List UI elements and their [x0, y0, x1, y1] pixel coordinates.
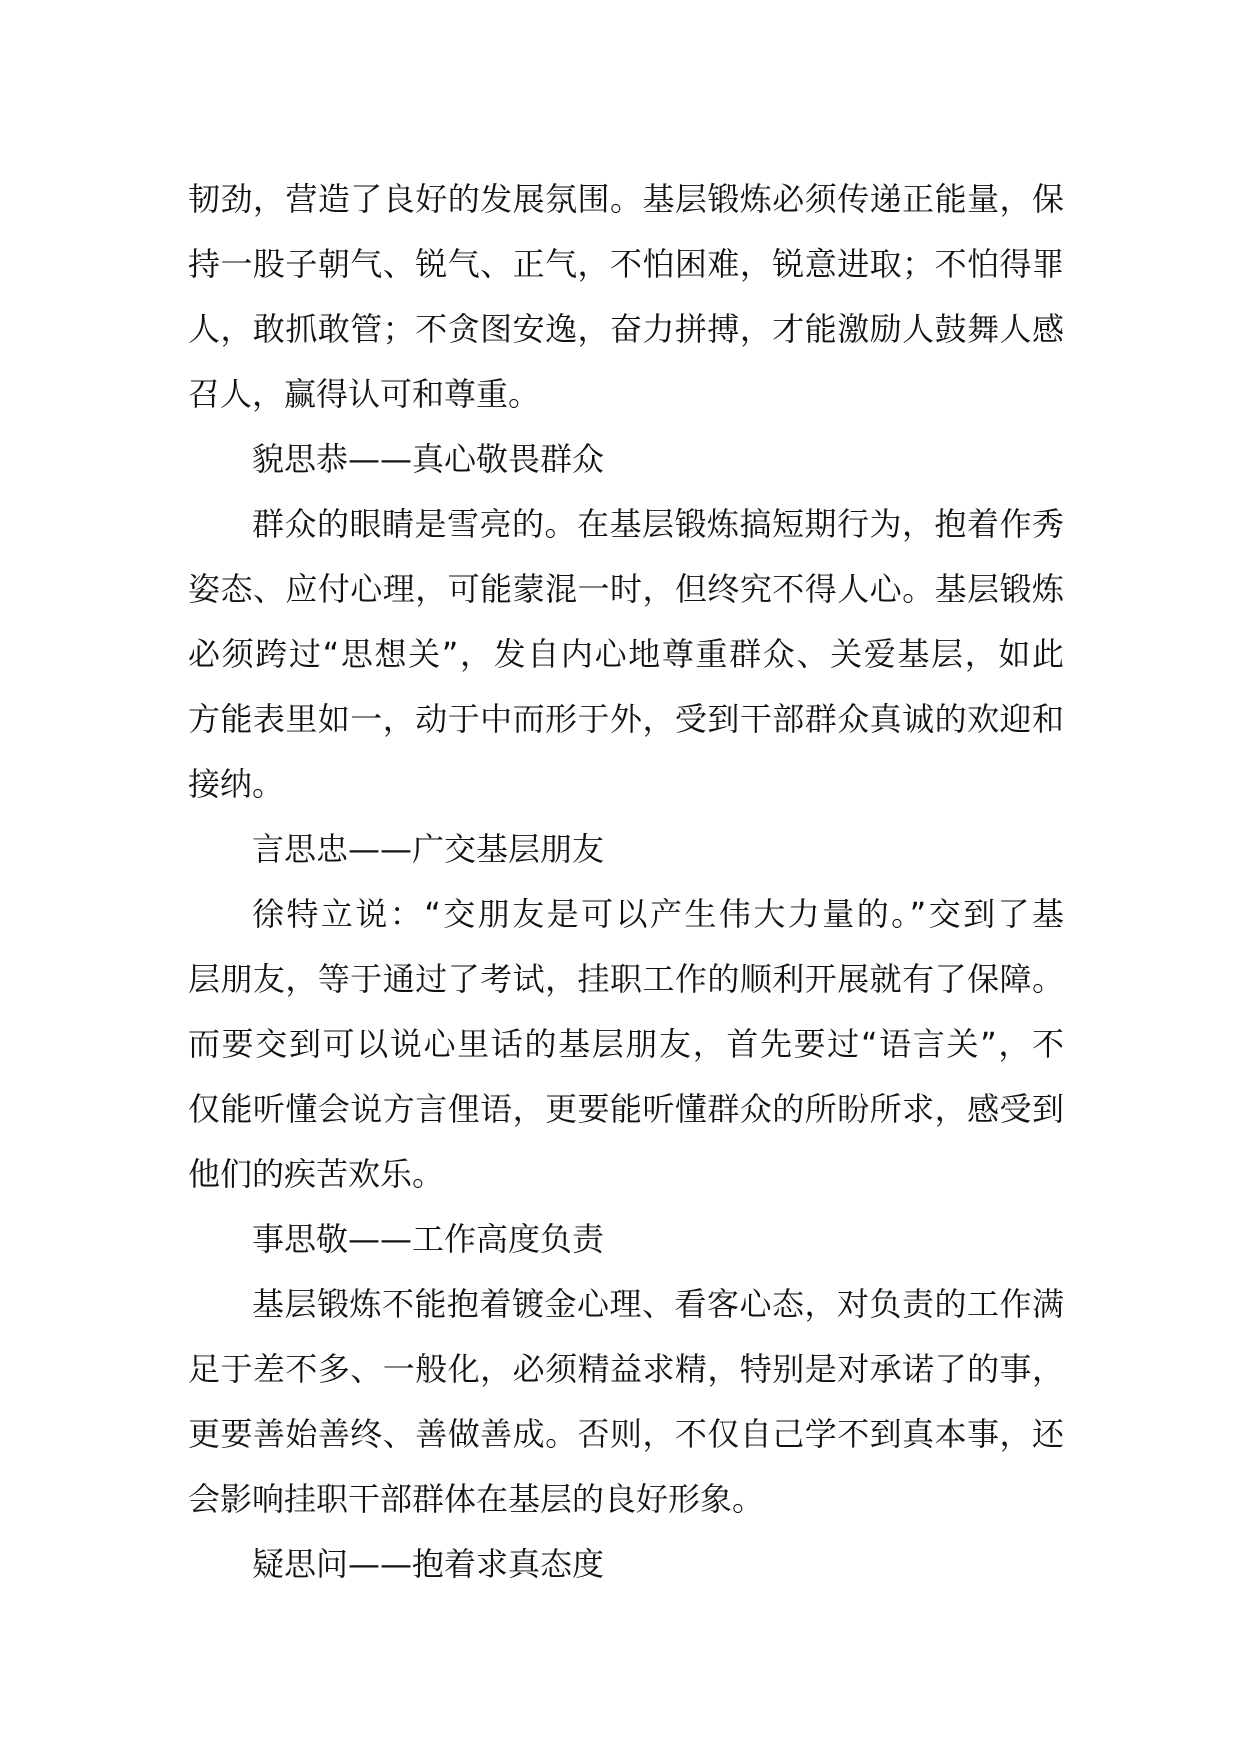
document-body — [188, 167, 1064, 1597]
text-line: 言思忠——广交基层朋友 — [252, 830, 605, 868]
text-line: 仅能听懂会说方言俚语，更要能听懂群众的所盼所求，感受到 — [188, 1090, 1064, 1128]
text-line: 必须跨过“思想关”，发自内心地尊重群众、关爱基层，如此 — [188, 635, 1064, 673]
text-line: 更要善始善终、善做善成。否则，不仅自己学不到真本事，还 — [188, 1415, 1064, 1453]
text-line: 层朋友，等于通过了考试，挂职工作的顺利开展就有了保障。 — [188, 960, 1064, 998]
text-line: 持一股子朝气、锐气、正气，不怕困难，锐意进取；不怕得罪 — [188, 245, 1064, 283]
text-line: 方能表里如一，动于中而形于外，受到干部群众真诚的欢迎和 — [188, 700, 1064, 738]
text-line: 姿态、应付心理，可能蒙混一时，但终究不得人心。基层锻炼 — [188, 570, 1064, 608]
text-line: 而要交到可以说心里话的基层朋友，首先要过“语言关”，不 — [188, 1025, 1064, 1063]
text-line: 接纳。 — [188, 765, 285, 803]
text-line: 他们的疾苦欢乐。 — [188, 1155, 445, 1193]
text-line: 人，敢抓敢管；不贪图安逸，奋力拼搏，才能激励人鼓舞人感 — [188, 310, 1064, 348]
text-line: 徐特立说：“交朋友是可以产生伟大力量的。”交到了基 — [252, 895, 1064, 933]
text-line: 貌思恭——真心敬畏群众 — [252, 440, 605, 478]
text-line: 韧劲，营造了良好的发展氛围。基层锻炼必须传递正能量，保 — [188, 180, 1064, 218]
text-line: 疑思问——抱着求真态度 — [252, 1545, 605, 1583]
text-line: 会影响挂职干部群体在基层的良好形象。 — [188, 1480, 765, 1518]
text-line: 群众的眼睛是雪亮的。在基层锻炼搞短期行为，抱着作秀 — [252, 505, 1064, 543]
text-line: 基层锻炼不能抱着镀金心理、看客心态，对负责的工作满 — [252, 1285, 1064, 1323]
text-line: 事思敬——工作高度负责 — [252, 1220, 605, 1258]
text-line: 召人，赢得认可和尊重。 — [188, 375, 541, 413]
text-line: 足于差不多、一般化，必须精益求精，特别是对承诺了的事， — [188, 1350, 1064, 1388]
